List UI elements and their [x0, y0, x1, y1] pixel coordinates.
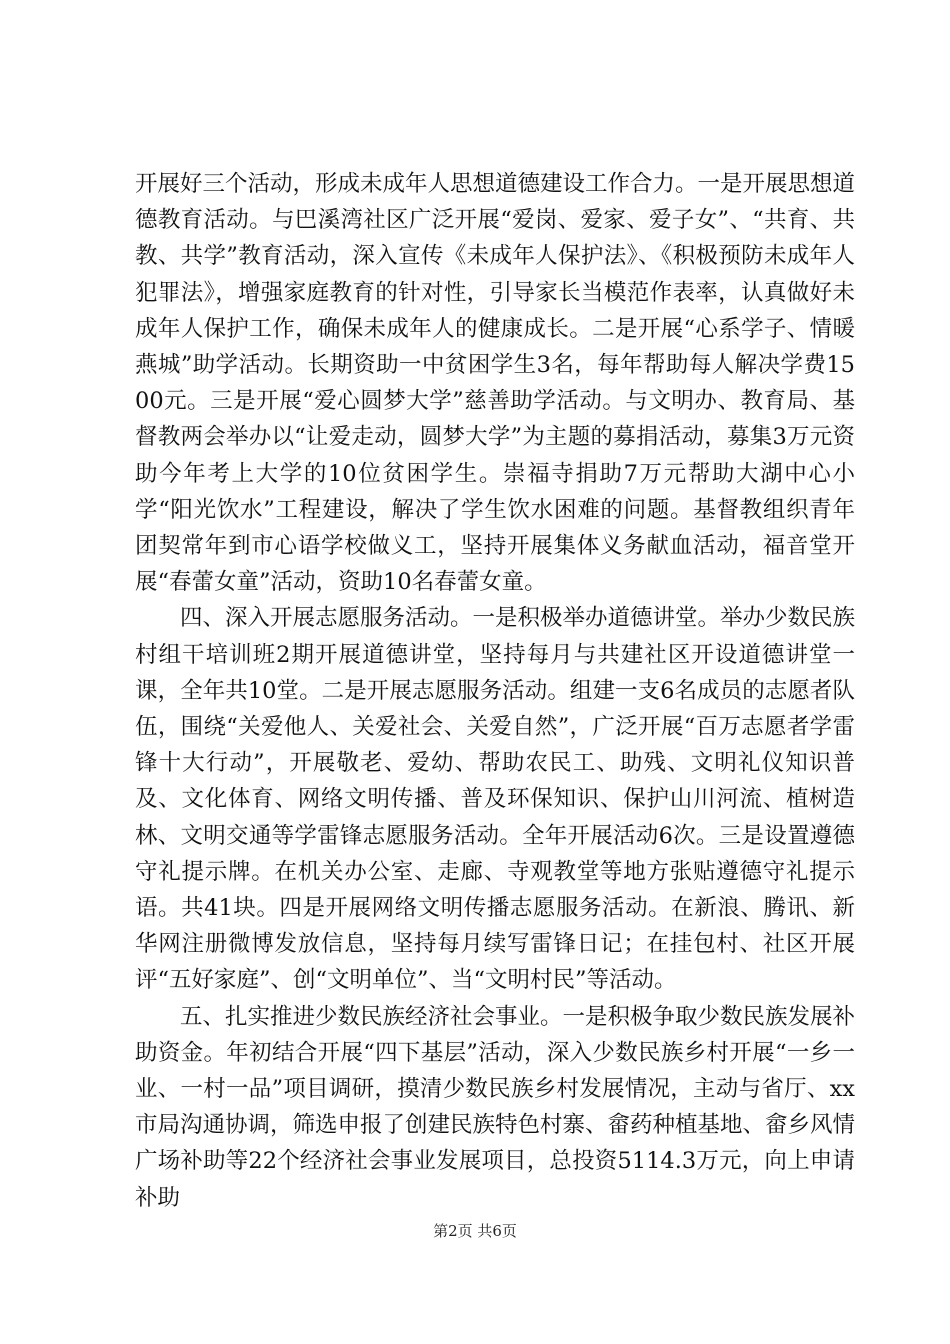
paragraph-volunteer-service: 四、深入开展志愿服务活动。一是积极举办道德讲堂。举办少数民族村组干培训班2期开展道德讲堂，坚持每月与共建社区开设道德讲堂一课，全年共10堂。二是开展志愿服务活动。组建一支6名成员的志愿者队伍，围绕“关爱他人、关爱社会、关爱自然”，广泛开展“百万志愿者学雷锋十大行动”，开展敬老、爱幼、帮助农民工、助残、文明礼仪知识普及、文化体育、网络文明传播、普及环保知识、保护山川河流、植树造林、文明交通等学雷锋志愿服务活动。全年开展活动6次。三是设置遵德守礼提示牌。在机关办公室、走廊、寺观教堂等地方张贴遵德守礼提示语。共41块。四是开展网络文明传播志愿服务活动。在新浪、腾讯、新华网注册微博发放信息，坚持每月续写雷锋日记；在挂包村、社区开展评“五好家庭”、创“文明单位”、当“文明村民”等活动。	[135, 605, 856, 994]
paragraph-activities: 开展好三个活动，形成未成年人思想道德建设工作合力。一是开展思想道德教育活动。与巴溪湾社区广泛开展“爱岗、爱家、爱子女”、“共育、共教、共学”教育活动，深入宣传《未成年人保护法》、《积极预防未成年人犯罪法》，增强家庭教育的针对性，引导家长当模范作表率，认真做好未成年人保护工作，确保未成年人的健康成长。二是开展“心系学子、情暖燕城”助学活动。长期资助一中贫困学生3名，每年帮助每人解决学费1500元。三是开展“爱心圆梦大学”慈善助学活动。与文明办、教育局、基督教两会举办以“让爱走动，圆梦大学”为主题的募捐活动，募集3万元资助今年考上大学的10位贫困学生。崇福寺捐助7万元帮助大湖中心小学“阳光饮水”工程建设，解决了学生饮水困难的问题。基督教组织青年团契常年到市心语学校做义工，坚持开展集体义务献血活动，福音堂开展“春蕾女童”活动，资助10名春蕾女童。	[135, 171, 856, 596]
page-number-footer: 第2页 共6页	[433, 1222, 517, 1240]
paragraph-ethnic-economy: 五、扎实推进少数民族经济社会事业。一是积极争取少数民族发展补助资金。年初结合开展“四下基层”活动，深入少数民族乡村开展“一乡一业、一村一品”项目调研，摸清少数民族乡村发展情况，主动与省厅、xx市局沟通协调，筛选申报了创建民族特色村寨、畲药种植基地、畲乡风情广场补助等22个经济社会事业发展项目，总投资5114.3万元，向上申请补助	[135, 1003, 856, 1211]
document-body	[135, 166, 855, 1216]
